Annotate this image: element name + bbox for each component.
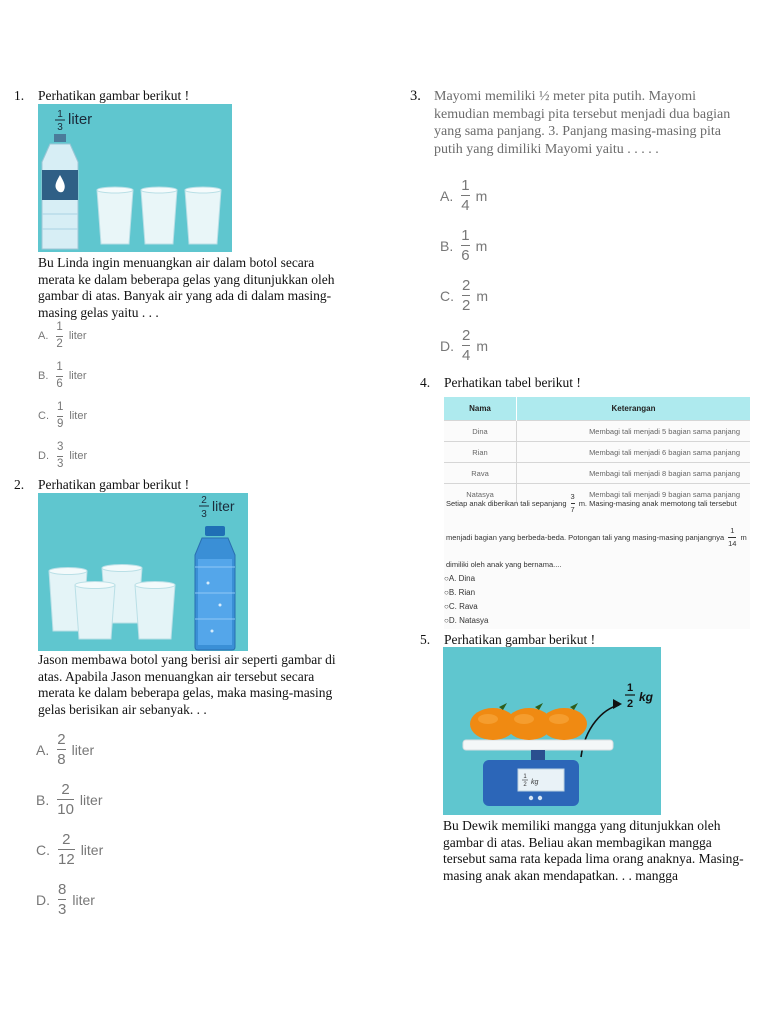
radio-icon: ○ (444, 602, 449, 611)
q4-number: 4. (420, 375, 431, 390)
scale-screen-den: 2 (523, 782, 527, 788)
table-cell-name: Rava (444, 463, 517, 484)
table-cell-name: Natasya (444, 484, 517, 505)
option-unit: liter (71, 741, 95, 758)
option-unit: liter (80, 841, 104, 858)
scale-screen-num: 1 (523, 774, 527, 780)
q2-title: Perhatikan gambar berikut ! (38, 477, 190, 492)
option-letter: A. (440, 187, 454, 204)
option-unit: m (475, 187, 488, 204)
radio-icon: ○ (444, 574, 449, 583)
option-letter: D. (440, 337, 454, 354)
q5-image-label-den: 2 (626, 698, 634, 710)
q4-option-d[interactable]: ○D. Natasya (444, 616, 489, 625)
option-unit: liter (79, 791, 103, 808)
q4-note-line2: menjadi bagian yang berbeda-beda. Potongan tali yang masing-masing panjangnya $\frac{1}{14}$ m (446, 526, 747, 548)
q4-table (444, 397, 750, 504)
glass-icon (75, 582, 115, 640)
q2-option-c[interactable]: C. $\frac{2}{12}$ liter (36, 831, 104, 868)
q3-option-a[interactable]: A. $\frac{1}{4}$ m (440, 177, 488, 214)
option-letter: C. (36, 841, 50, 858)
q3-option-b[interactable]: B. $\frac{1}{6}$ m (440, 227, 488, 264)
q2-image (38, 493, 248, 651)
option-unit: liter (68, 330, 87, 342)
q5-image-label-unit: kg (639, 690, 654, 704)
q1-image (38, 104, 232, 252)
option-letter: B. (440, 237, 454, 254)
q5-text: Bu Dewik memiliki mangga yang ditunjukkan oleh gambar di atas. Beliau akan membagikan mangga tersebut sama rata kepada lima orang anaknya. Masing-masing anak akan mendapatkan. . . mangga (443, 818, 744, 883)
q1-number: 1. (14, 88, 25, 103)
q3-option-d[interactable]: D. $\frac{2}{4}$ m (440, 327, 489, 364)
q4-title: Perhatikan tabel berikut ! (444, 375, 581, 390)
scale-icon (463, 740, 613, 806)
option-letter: B. (36, 791, 50, 808)
table-cell-name: Dina (444, 421, 517, 442)
q1-title: Perhatikan gambar berikut ! (38, 88, 190, 103)
option-letter: A. (38, 330, 49, 342)
q1-option-a[interactable]: A. $\frac{1}{2}$ liter (38, 321, 87, 350)
table-header: Nama (444, 397, 517, 421)
option-unit: m (475, 237, 488, 254)
option-letter: C. (440, 287, 454, 304)
table-cell-name: Rian (444, 442, 517, 463)
radio-icon: ○ (444, 616, 449, 625)
option-letter: B. (38, 370, 49, 382)
table-cell-desc: Membagi tali menjadi 9 bagian sama panjang (517, 484, 751, 505)
q4-option-b[interactable]: ○B. Rian (444, 588, 476, 597)
option-letter: D. (36, 891, 50, 908)
glass-icon (97, 187, 133, 244)
q2-image-label-num: 2 (201, 495, 207, 506)
mango-icon (541, 703, 587, 740)
q2-image-label-unit: liter (212, 498, 235, 514)
radio-icon: ○ (444, 588, 449, 597)
q1-text: Bu Linda ingin menuangkan air dalam botol secara merata ke dalam beberapa gelas yang ditunjukkan oleh gambar di atas. Banyak air yang ada di dalam masing-masing gelas yaitu . . . (38, 255, 335, 320)
table-row (444, 463, 750, 484)
scale-screen-unit: kg (531, 779, 539, 786)
q1-option-c[interactable]: C. $\frac{1}{9}$ liter (38, 401, 88, 430)
q2-image-label-den: 3 (201, 509, 207, 520)
option-unit: m (476, 337, 489, 354)
option-unit: liter (69, 450, 88, 462)
q4-note-line1: Setiap anak diberikan tali sepanjang $\frac{3}{7}$ m. Masing-masing anak memotong tali tersebut (446, 492, 737, 514)
glass-icon (141, 187, 177, 244)
option-unit: liter (69, 410, 88, 422)
table-row (444, 442, 750, 463)
glass-icon (135, 582, 175, 640)
option-letter: C. (38, 410, 49, 422)
q2-option-d[interactable]: D. $\frac{8}{3}$ liter (36, 881, 95, 918)
q2-number: 2. (14, 477, 25, 492)
option-letter: A. (36, 741, 50, 758)
q3-number: 3. (410, 88, 421, 104)
q2-option-a[interactable]: A. $\frac{2}{8}$ liter (36, 731, 95, 768)
option-unit: m (476, 287, 489, 304)
q5-title: Perhatikan gambar berikut ! (444, 632, 596, 647)
option-unit: liter (68, 370, 87, 382)
q5-image-label-num: 1 (626, 682, 634, 694)
option-unit: liter (72, 891, 95, 908)
table-cell-desc: Membagi tali menjadi 6 bagian sama panjang (517, 442, 751, 463)
q1-option-d[interactable]: D. $\frac{3}{3}$ liter (38, 441, 88, 470)
q1-image-label-num: 1 (57, 109, 63, 120)
table-row (444, 421, 750, 442)
table-cell-desc: Membagi tali menjadi 8 bagian sama panjang (517, 463, 751, 484)
q4-note-line3: dimiliki oleh anak yang bernama.... (446, 560, 562, 569)
q3-option-c[interactable]: C. $\frac{2}{2}$ m (440, 277, 489, 314)
bottle-icon (195, 526, 235, 650)
q2-option-b[interactable]: B. $\frac{2}{10}$ liter (36, 781, 103, 818)
q1-option-b[interactable]: B. $\frac{1}{6}$ liter (38, 361, 87, 390)
bottle-icon (42, 134, 78, 249)
q1-image-label-unit: liter (68, 111, 93, 128)
q4-option-a[interactable]: ○A. Dina (444, 574, 476, 583)
option-letter: D. (38, 450, 49, 462)
glass-icon (185, 187, 221, 244)
q1-image-label-den: 3 (57, 122, 63, 133)
q3-text: Mayomi memiliki ½ meter pita putih. Mayomi kemudian membagi pita tersebut menjadi dua bagian yang sama panjang. 3. Panjang masing-masing pita putih yang dimiliki Mayomi yaitu . . . . . (434, 89, 731, 157)
q4-table-image (444, 397, 750, 629)
table-cell-desc: Membagi tali menjadi 5 bagian sama panjang (517, 421, 751, 442)
q4-option-c[interactable]: ○C. Rava (444, 602, 478, 611)
q5-image (443, 647, 661, 815)
table-header: Keterangan (517, 397, 751, 421)
q2-text: Jason membawa botol yang berisi air seperti gambar di atas. Apabila Jason menuangkan air tersebut secara merata ke dalam beberapa gelas, maka masing-masing gelas berisikan air sebanyak. . . (38, 652, 336, 717)
q5-number: 5. (420, 632, 431, 647)
